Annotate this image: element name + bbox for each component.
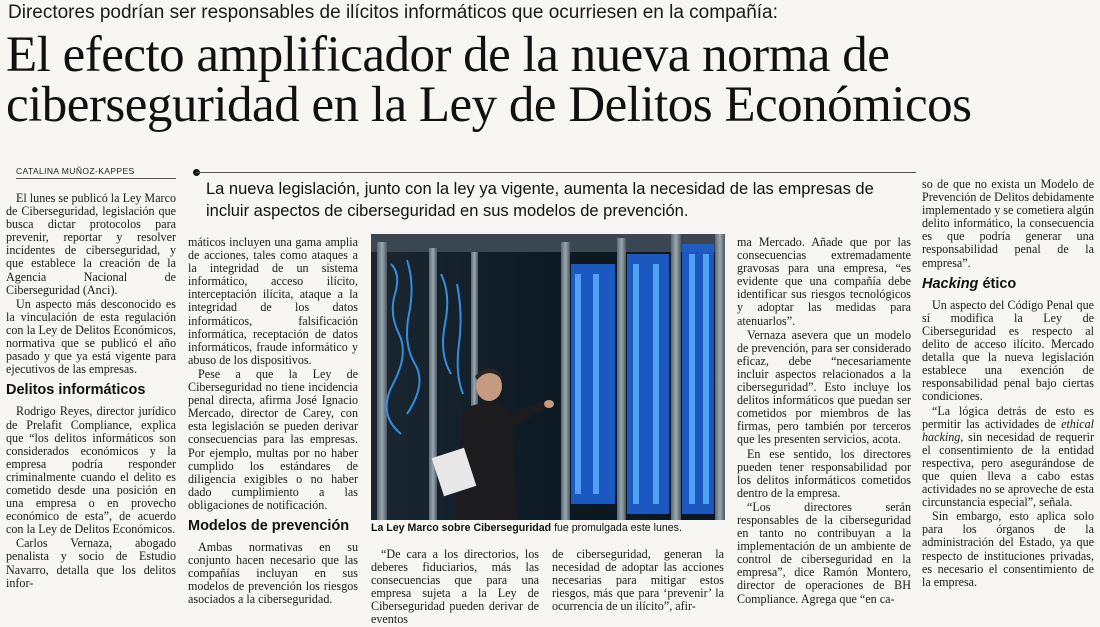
column-2 <box>188 236 358 607</box>
photo-illustration <box>371 234 725 520</box>
paragraph: Rodrigo Reyes, director jurídico de Prelafit Compliance, explica que “los delitos informáticos son considerados económicos y la empresa podría responder criminalmente cuando el delito es cometido desde una posición en una empresa o en provecho económico de esta”, de acuerdo con la Ley de Delitos Económicos. <box>6 404 176 537</box>
paragraph: ma Mercado. Añade que por las consecuencias extremadamente gravosas para una empresa, “es evidente que una compañía debe identificar sus riesgos tecnológicos y adoptar las medidas para atenuarlos”. <box>737 235 911 328</box>
paragraph: Sin embargo, esto aplica solo para los órganos de la administración del Estado, ya que respecto de instituciones privadas, es necesario el consentimiento de la empresa. <box>922 509 1094 589</box>
paragraph: Un aspecto del Código Penal que sí modifica la Ley de Ciberseguridad es respecto al delito de acceso ilícito. Mercado detalla que la nueva legislación establece una exención de responsabilidad penal bajo ciertas condiciones. <box>922 297 1094 404</box>
paragraph: Un aspecto más desconocido es la vinculación de esta regulación con la Ley de Delitos Económicos, normativa que se publicó el año pasado y que ya está vigente para ejecutivos de las empresas. <box>6 296 176 377</box>
server-room-photo <box>371 234 725 520</box>
italic-term: ethical hacking <box>922 416 1094 444</box>
paragraph: máticos incluyen una gama amplia de acciones, tales como ataques a la integridad de un sistema informático, acceso ilícito, interceptación ilícita, ataque a la integridad de los datos informáticos, falsificación informática, receptación de datos informáticos, fraude informático y abuso de los dispositivos. <box>188 235 358 367</box>
column-5 <box>922 178 1094 589</box>
paragraph: El lunes se publicó la Ley Marco de Ciberseguridad, legislación que busca dictar protocolos para prevenir, reportar y resolver incidentes de ciberseguridad, y que establece la creación de la Agencia Nacional de Ciberseguridad (Anci). <box>6 191 176 297</box>
heading-italic: Hacking <box>922 275 979 292</box>
paragraph: En ese sentido, los directores pueden tener responsabilidad por los delitos informáticos cometidos dentro de la empresa. <box>737 446 911 500</box>
deck: La nueva legislación, junto con la ley ya vigente, aumenta la necesidad de las empresas de incluir aspectos de ciberseguridad en sus modelos de prevención. <box>206 180 874 220</box>
paragraph: de ciberseguridad, generan la necesidad de adoptar las acciones necesarias para mitigar estos riesgos, más que para ‘prevenir’ la ocurrencia de un ilícito”, afir- <box>552 547 724 614</box>
text-span: , sin necesidad de requerir el consentimiento de la entidad respectiva, pero asegurándose de que quien lleva a cabo estas actividades no se aproveche de esta circunstancia especial”, señala. <box>922 429 1094 510</box>
kicker: Directores podrían ser responsables de ilícitos informáticos que ocurriesen en la compañía: <box>8 2 778 23</box>
deck-rule <box>196 172 916 173</box>
caption-text: fue promulgada este lunes. <box>551 522 682 534</box>
paragraph: “Los directores serán responsables de la ciberseguridad en tanto no contribuyan a la implementación de un ambiente de control de ciberseguridad en la empresa”, dice Ramón Montero, director de operaciones de BH Compliance. Agrega que “en ca- <box>737 499 911 606</box>
column-4-bottom <box>552 548 724 613</box>
column-3-bottom <box>371 548 539 627</box>
section-heading-hacking <box>922 275 1094 292</box>
paragraph: so de que no exista un Modelo de Prevención de Delitos debidamente implementado y se cometiera algún delito informático, la consecuencia es que podría generar una responsabilidad penal de la empresa”. <box>922 177 1094 270</box>
paragraph: Pese a que la Ley de Ciberseguridad no tiene incidencia penal directa, afirma José Ignacio Mercado, director de Carey, con esta legislación se pueden derivar consecuencias para las empresas. Por ejemplo, multas por no haber cumplido los estándares de diligencia exigibles o no haber dado cumplimiento a las obligaciones de notificación. <box>188 366 358 512</box>
paragraph: Vernaza asevera que un modelo de prevención, para ser considerado eficaz, debe “necesariamente incluir aspectos relacionados a la ciberseguridad”. Esto incluye los delitos informáticos que puedan ser cometidos por miembros de las firmas, pero también por terceros que les presenten servicios, acota. <box>737 327 911 447</box>
paragraph <box>922 405 1094 510</box>
paragraph: Carlos Vernaza, abogado penalista y socio de Estudio Navarro, detalla que los delitos infor- <box>6 536 176 590</box>
section-heading-modelos: Modelos de prevención <box>188 517 350 534</box>
text-span: “La lógica detrás de esto es permitir las actividades de <box>922 403 1094 431</box>
paragraph: Ambas normativas en su conjunto hacen necesario que las compañías incluyan en sus modelos de prevención los riesgos asociados a la ciberseguridad. <box>188 540 358 607</box>
byline: CATALINA MUÑOZ-KAPPES <box>16 166 135 176</box>
caption-bold: La Ley Marco sobre Ciberseguridad <box>371 522 552 534</box>
heading-rest: ético <box>978 275 1017 292</box>
byline-rule <box>16 178 176 179</box>
headline: El efecto amplificador de la nueva norma de ciberseguridad en la Ley de Delitos Económicos <box>6 27 972 133</box>
column-4 <box>737 236 911 606</box>
paragraph: “De cara a los directorios, los deberes fiduciarios, más las consecuencias que para una empresa sujeta a la Ley de Ciberseguridad pueden derivar de eventos <box>371 547 539 627</box>
section-heading-delitos: Delitos informáticos <box>6 382 146 399</box>
column-1 <box>6 192 176 590</box>
photo-caption <box>371 522 731 535</box>
